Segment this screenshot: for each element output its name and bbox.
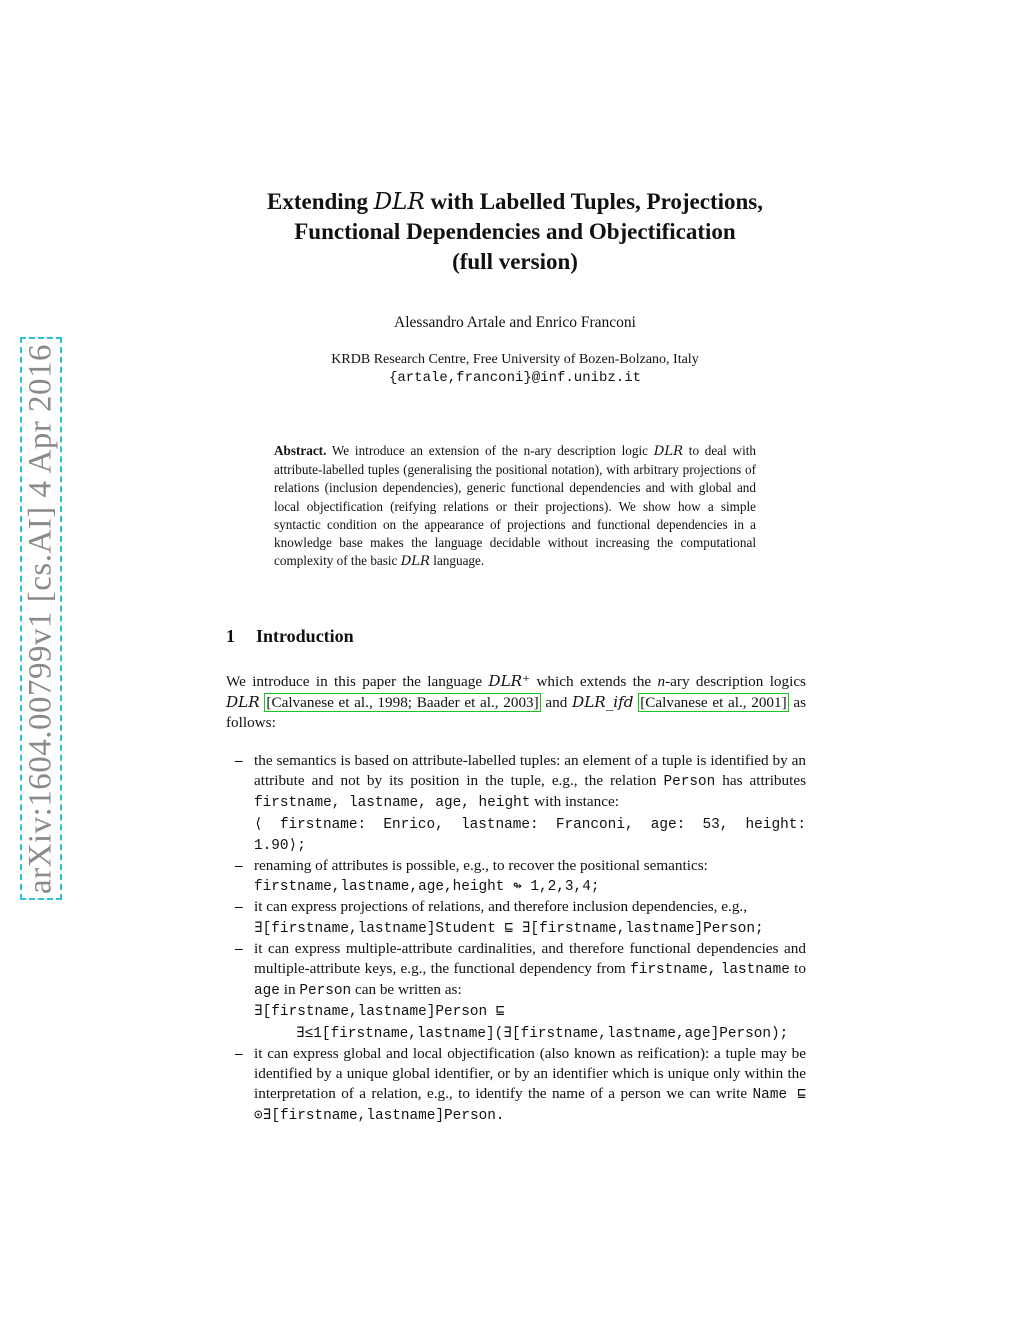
abstract-label: Abstract. (274, 443, 327, 458)
projection-formula: ∃[firstname,lastname]Student ⊑ ∃[firstname,lastname]Person; (254, 920, 764, 937)
title-line-2: Functional Dependencies and Objectification (294, 219, 736, 244)
citation-link[interactable]: [Calvanese et al., 1998; Baader et al., 2003] (266, 694, 539, 711)
title-logic-name: DLR (373, 189, 425, 215)
title-line-1: Extending DLR with Labelled Tuples, Projections, (267, 189, 763, 215)
author-list: Alessandro Artale and Enrico Franconi (394, 314, 636, 331)
section-title: Introduction (256, 626, 354, 646)
citation-link[interactable]: [Calvanese et al., 2001] (640, 694, 787, 711)
feature-list (226, 751, 806, 1127)
paper-title (150, 187, 880, 277)
instance-formula: ⟨ firstname: Enrico, lastname: Franconi, age: 53, height: 1.90⟩; (254, 816, 806, 854)
arxiv-identifier-text: arXiv:1604.00799v1 [cs.AI] 4 Apr 2016 (22, 343, 59, 894)
renaming-formula: firstname,lastname,age,height ↬ 1,2,3,4; (254, 879, 600, 896)
affiliation-block (150, 350, 880, 388)
fd-formula-line-1: ∃[firstname,lastname]Person ⊑ (254, 1004, 505, 1021)
list-item: – it can express multiple-attribute cardinalities, and therefore functional dependencies and multiple-attribute keys, e.g., the functional dependency from firstname, lastname to age in Person can be written as: ∃[firstname,lastname]Person ⊑ ∃≤1[firstname,lastname](∃[firstname,lastname,age]Person); (235, 939, 806, 1042)
title-line-3: (full version) (452, 249, 578, 274)
intro-paragraph: We introduce in this paper the language DLR⁺ which extends the n-ary description logics DLR [Calvanese et al., 1998; Baader et al., 2003] and DLR_ifd [Calvanese et al., 2001] as follows: (226, 672, 807, 731)
abstract: Abstract. We introduce an extension of the n-ary description logic DLR to deal with attribute-labelled tuples (generalising the positional notation), with arbitrary projections of relations (inclusion dependencies), generic functional dependencies and with global and local objectification (reifying relations or their projections). We show how a simple syntactic condition on the appearance of projections and functional dependencies in a knowledge base makes the language decidable without increasing the computational complexity of the basic DLR language. (274, 443, 756, 570)
list-item: – renaming of attributes is possible, e.g., to recover the positional semantics: firstname,lastname,age,height ↬ 1,2,3,4; (235, 857, 708, 896)
section-number: 1 (226, 626, 235, 646)
list-item: – it can express global and local objectification (also known as reification): a tuple may be identified by a unique global identifier, or by an identifier which is unique only within the interpretation of a relation, e.g., to identify the name of a person we can write Name ⊑ ⊙∃[firstname,lastname]Person. (235, 1044, 806, 1125)
list-item: – it can express projections of relations, and therefore inclusion dependencies, e.g., ∃[firstname,lastname]Student ⊑ ∃[firstname,lastname]Person; (235, 898, 764, 937)
list-item: – the semantics is based on attribute-labelled tuples: an element of a tuple is identified by an attribute and not by its position in the tuple, e.g., the relation Person has attributes firstname, lastname, age, height with instance: ⟨ firstname: Enrico, lastname: Franconi, age: 53, height: 1.90⟩; (235, 752, 806, 854)
objectification-formula: Name ⊑ ⊙∃[firstname,lastname]Person. (254, 1087, 806, 1125)
section-heading (226, 626, 354, 647)
affiliation-email[interactable]: {artale,franconi}@inf.unibz.it (388, 370, 642, 386)
arxiv-identifier-stamp[interactable] (20, 337, 62, 900)
fd-formula-line-2: ∃≤1[firstname,lastname](∃[firstname,lastname,age]Person); (296, 1025, 789, 1042)
affiliation-institution: KRDB Research Centre, Free University of Bozen-Bolzano, Italy (331, 352, 699, 367)
